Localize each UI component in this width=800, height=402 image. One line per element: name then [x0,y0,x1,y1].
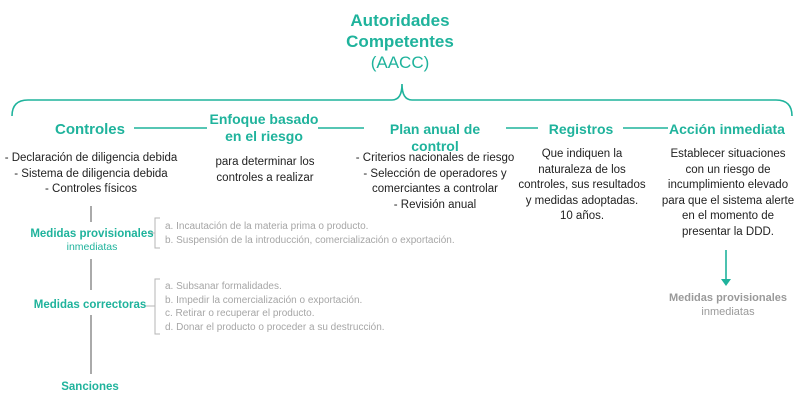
controles-header: Controles [54,121,125,138]
top-brace [12,84,792,116]
accion-header: Acción inmediata [669,121,785,137]
accion-line: para que el sistema alerte [661,194,795,207]
title-line3: (AACC) [370,53,430,72]
accion-line: presentar la DDD. [681,225,775,238]
medidas-correctoras-label: Medidas correctoras [33,299,147,311]
plan-item: comerciantes a controlar [372,183,498,195]
accion-result-line1: Medidas provisionales [669,292,787,304]
registros-line: naturaleza de los [538,163,626,176]
accion-body [658,147,798,240]
medidas-provisionales-list [165,220,485,247]
registros-line: 10 años. [559,210,605,222]
title-line2: Competentes [346,32,454,51]
plan-item: - Criterios nacionales de riesgo [355,152,515,164]
registros-body [515,147,649,225]
registros-line: Que indiquen la [541,148,623,160]
controles-item: - Declaración de diligencia debida [4,152,178,164]
medidas-provisionales-line2: inmediatas [66,241,118,253]
registros-line: y medidas adoptadas. [525,194,639,207]
title-line1: Autoridades [350,11,450,30]
medidas-correctoras-list [165,280,465,334]
accion-result [660,291,796,319]
controles-list [0,151,182,198]
title-block [300,10,500,73]
registros-line: controles, sus resultados [518,179,646,191]
enfoque-header-line2: en el riesgo [225,128,303,144]
enfoque-body-line1: para determinar los [215,156,315,168]
enfoque-header-line1: Enfoque basado [209,111,319,127]
controles-item: - Controles físicos [44,183,138,195]
medidas-provisionales-label [30,227,154,254]
medidas-correctoras-item: a. Subsanar formalidades. [165,281,282,292]
enfoque-body-line2: controles a realizar [216,171,314,184]
medidas-provisionales-line1: Medidas provisionales [30,228,154,240]
accion-line: con un riesgo de [685,163,771,176]
sanciones-label: Sanciones [61,381,119,393]
accion-line: en el momento de [681,210,775,222]
registros-header: Registros [548,121,614,137]
plan-list [350,151,520,213]
plan-item: - Selección de operadores y [363,167,507,180]
medidas-correctoras-item: d. Donar el producto o proceder a su destrucción. [165,321,385,333]
medidas-correctoras-item: c. Retirar o recuperar el producto. [165,308,315,319]
arrow-head [721,279,731,286]
accion-result-line2: inmediatas [701,306,755,318]
medidas-correctoras-item: b. Impedir la comercialización o exportación. [165,294,363,306]
accion-line: incumplimiento elevado [667,179,789,191]
accion-line: Establecer situaciones [670,148,786,160]
controles-item: - Sistema de diligencia debida [14,167,168,180]
enfoque-header [205,111,323,145]
medidas-provisionales-item: b. Suspensión de la introducción, comercialización o exportación. [165,234,455,246]
enfoque-body [205,155,325,186]
plan-header: Plan anual de control [389,121,481,154]
plan-item: - Revisión anual [393,198,477,211]
medidas-provisionales-item: a. Incautación de la materia prima o producto. [165,221,369,232]
